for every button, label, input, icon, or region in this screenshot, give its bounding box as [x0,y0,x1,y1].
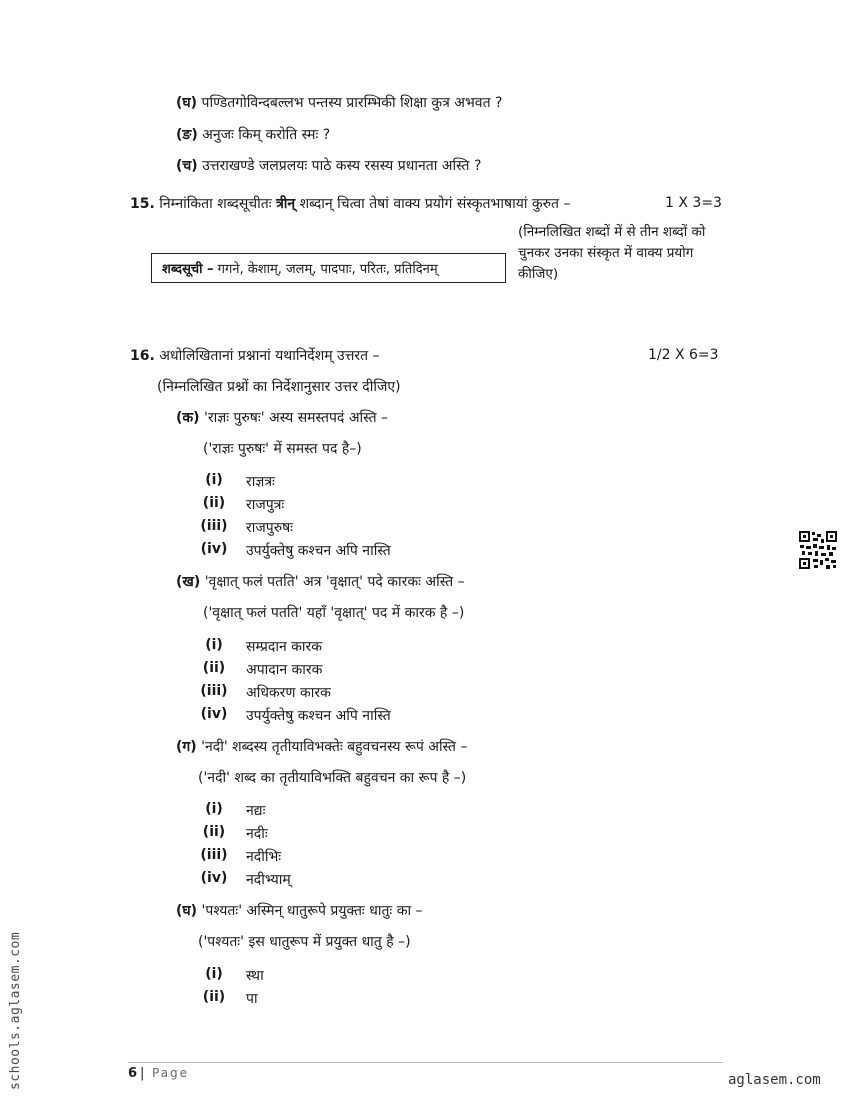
question-nga [176,125,330,144]
question-label: (घ) [176,95,198,111]
part-question-text: 'पश्यतः' अस्मिन् धातुरूपे प्रयुक्तः धातुः का – [201,903,423,919]
option-text: नदीभिः [246,849,282,865]
option-number: (i) [205,637,223,653]
word-list: गगने, केशाम्, जलम्, पादपाः, परितः, प्रतिदिनम् [217,262,438,277]
option-number: (iv) [200,541,228,557]
option-text: सम्प्रदान कारक [246,639,323,655]
part-ga-question [176,737,467,756]
question-cha [176,156,481,175]
part-ka-hindi: ('राज्ञः पुरुषः' में समस्त पद है–) [203,441,362,457]
question-text: उत्तराखण्डे जलप्रलयः पाठे कस्य रसस्य प्रधानता अस्ति ? [202,158,482,174]
q16-heading [130,346,380,365]
option-text: उपर्युक्तेषु कश्चन अपि नास्ति [246,543,391,559]
option-text: स्था [246,968,264,984]
part-kha-question [176,572,465,591]
q15-text-before: निम्नांकिता शब्दसूचीतः [159,196,272,212]
option-number: (iii) [200,518,228,534]
option-number: (iii) [200,683,228,699]
site-watermark: aglasem.com [728,1072,821,1088]
part-question-text: 'राज्ञः पुरुषः' अस्य समस्तपदं अस्ति – [204,410,389,426]
q16-number: 16. [130,348,155,364]
option-number: (ii) [202,495,226,511]
q15-hindi-hint: (निम्नलिखित शब्दों में से तीन शब्दों को चुनकर उनका संस्कृत में वाक्य प्रयोग कीजिए) [518,224,706,282]
part-gha-hindi: ('पश्यतः' इस धातुरूप में प्रयुक्त धातु है –) [198,934,411,950]
page-number: 6 [128,1066,138,1081]
option-number: (iv) [200,870,228,886]
part-question-text: 'वृक्षात् फलं पतति' अत्र 'वृक्षात्' पदे कारकः अस्ति – [204,574,465,590]
word-list-box [151,253,506,283]
q15-number: 15. [130,196,155,212]
option-number: (iii) [200,847,228,863]
q15-marks: 1 X 3=3 [665,195,722,211]
page-separator: | [140,1066,145,1081]
part-ga-hindi: ('नदी' शब्द का तृतीयाविभक्ति बहुवचन का रूप है –) [198,770,467,786]
option-text: अधिकरण कारक [246,685,331,701]
q15-text-after: शब्दान् चित्वा तेषां वाक्य प्रयोगं संस्कृतभाषायां कुरुत – [299,196,571,212]
side-watermark: schools.aglasem.com [8,931,23,1090]
footer-divider [128,1062,723,1063]
question-text: पण्डितगोविन्दबल्लभ पन्तस्य प्रारम्भिकी शिक्षा कुत्र अभवत ? [201,95,503,111]
part-question-text: 'नदी' शब्दस्य तृतीयाविभक्तेः बहुवचनस्य रूपं अस्ति – [201,739,468,755]
q15-bold-word: त्रीन् [276,196,296,212]
part-kha-hindi: ('वृक्षात् फलं पतति' यहाँ 'वृक्षात्' पद में कारक है –) [203,605,465,621]
q16-text: अधोलिखितानां प्रश्नानां यथानिर्देशम् उत्तरत – [159,348,380,364]
question-label: (ङ) [176,127,198,143]
part-ka-question [176,408,388,427]
qr-code-icon [798,530,838,570]
option-text: राजपुत्रः [246,497,285,513]
option-number: (i) [205,801,223,817]
option-number: (ii) [202,660,226,676]
option-number: (iv) [200,706,228,722]
option-text: अपादान कारक [246,662,323,678]
option-number: (ii) [202,824,226,840]
option-text: नदीः [246,826,268,842]
q16-hindi: (निम्नलिखित प्रश्नों का निर्देशानुसार उत्तर दीजिए) [157,379,401,395]
option-text: नद्यः [246,803,266,819]
question-text: अनुजः किम् करोति स्मः ? [202,127,331,143]
q15-heading [130,194,570,213]
page-word: Page [152,1066,190,1080]
part-label: (घ) [176,903,198,919]
part-label: (ख) [176,574,201,590]
option-number: (i) [205,472,223,488]
part-label: (ग) [176,739,197,755]
option-number: (ii) [202,989,226,1005]
question-label: (च) [176,158,198,174]
option-text: पा [246,991,258,1007]
option-text: राजपुरुषः [246,520,293,536]
word-list-label: शब्दसूची – [162,262,214,277]
question-gha [176,93,502,112]
option-text: राज्ञत्रः [246,474,275,490]
q16-marks: 1/2 X 6=3 [648,347,719,363]
option-text: उपर्युक्तेषु कश्चन अपि नास्ति [246,708,391,724]
part-label: (क) [176,410,200,426]
part-gha-question [176,901,423,920]
option-number: (i) [205,966,223,982]
option-text: नदीभ्याम् [246,872,291,888]
